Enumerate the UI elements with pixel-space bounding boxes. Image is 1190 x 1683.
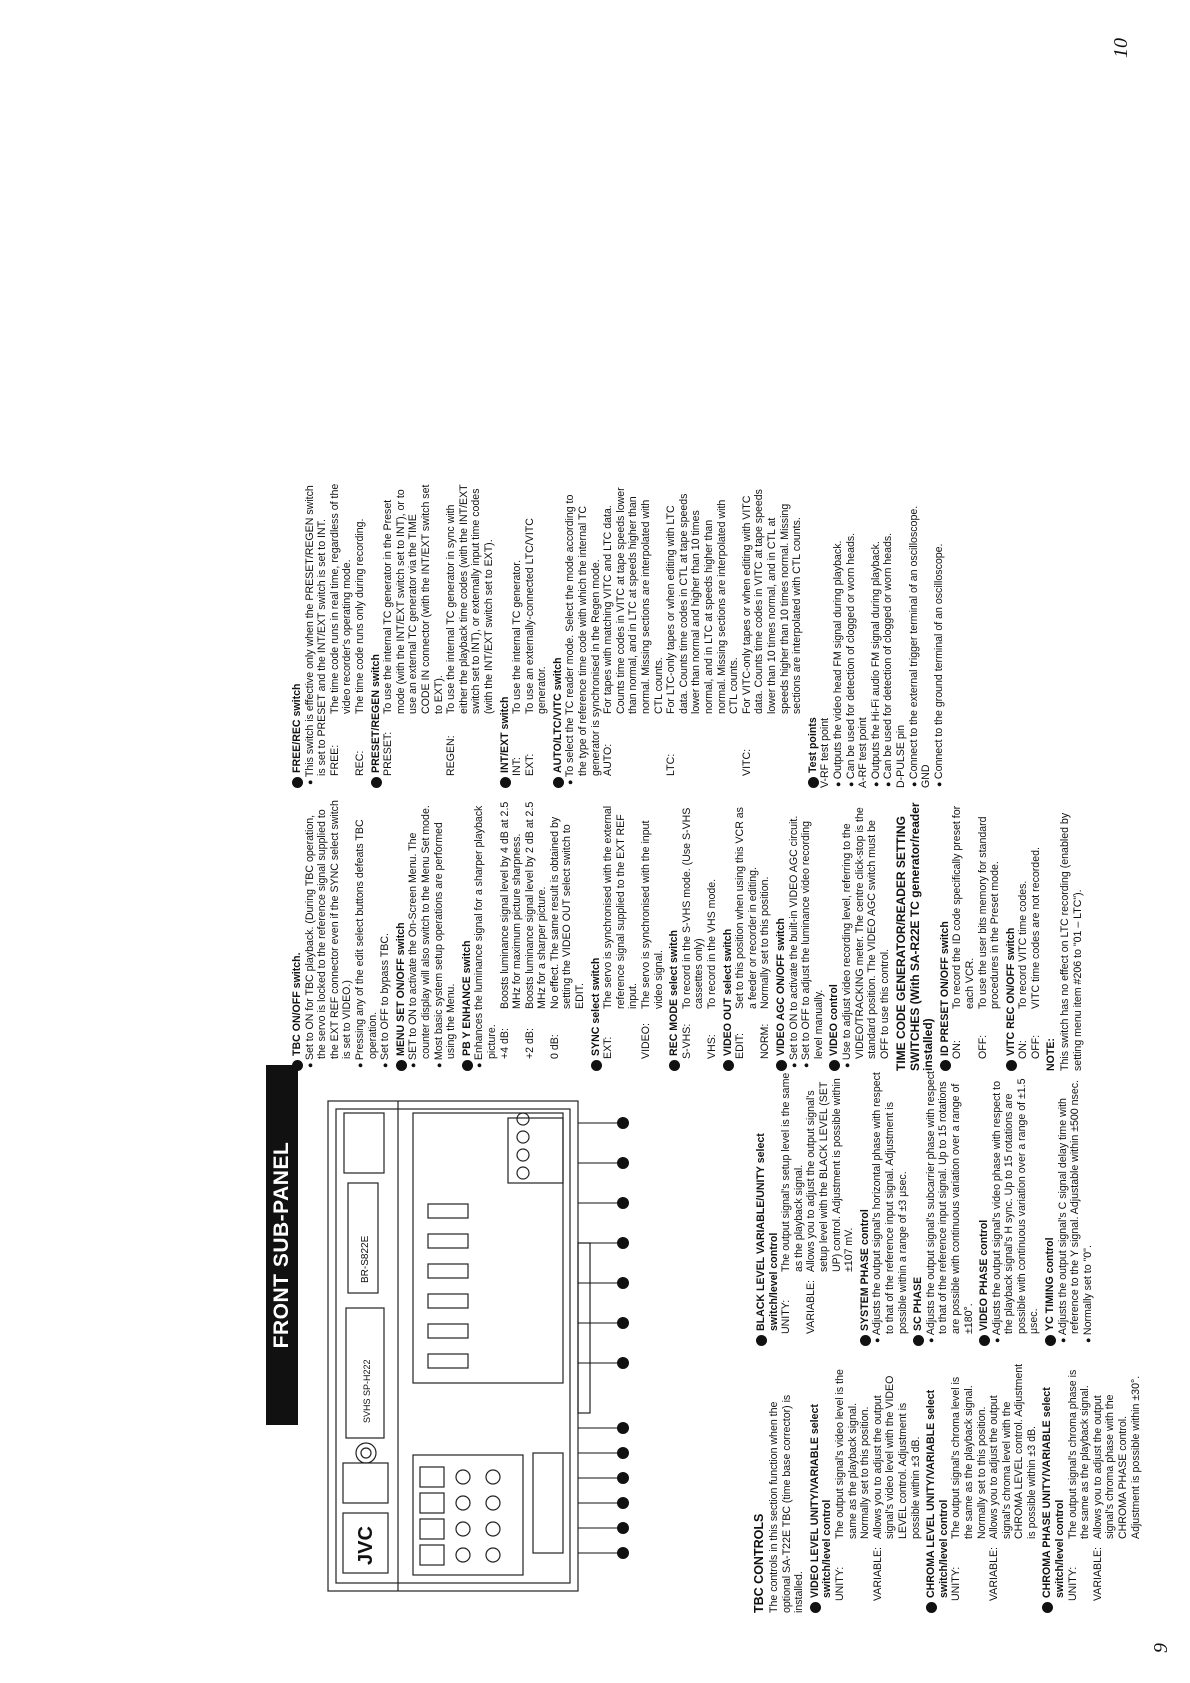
bullet-text: ● This switch is effective only when the PRESET/REGEN switch is set to PRESET and the INT/EXT switch is set to INT. [304,483,329,788]
model-label: BR-S822E [360,1235,371,1283]
item-number-marker [829,1060,840,1071]
setting-key: AUTO: [602,743,615,776]
setting-key: INT: [511,757,524,776]
control-item-title: PB Y ENHANCE switch [460,940,473,1056]
setting-key: VARIABLE: [871,1547,884,1601]
bullet-text: ● Outputs the Hi-Fi audio FM signal during playback. [870,483,883,788]
test-point-label: GND [920,764,933,788]
setting-key: EDIT: [734,1033,747,1059]
control-item-heading [291,799,304,1071]
setting-value: The output signal's chroma phase is the same as the playback signal. [1066,1369,1092,1539]
bullet-text: ● Set to OFF to adjust the luminance video recording level manually. [800,799,825,1071]
item-number-marker [810,1602,821,1613]
time-code-column [288,483,945,788]
setting-row [988,1363,1038,1613]
bullet-text: ● Adjusts the output signal's C signal delay time with reference to the Y signal. Adjustable within ±500 nsec. [1057,1071,1082,1346]
item-number-marker [591,1060,602,1071]
col3-items [291,799,891,1071]
tbc-items [809,1363,1142,1613]
setting-value: The output signal's video level is the same as the playback signal. Normally set to this position. [833,1369,872,1539]
setting-row [706,799,719,1071]
bullet-text: ● Set to ON to activate the built-in VIDEO AGC circuit. [788,799,801,1071]
setting-value: For tapes with matching VITC and LTC data. Counts time codes in VITC at tape speeds lower than normal, and in LTC at speeds higher than normal. Missing sections are interpolated with CTL counts. [602,487,665,714]
control-item-title: CHROMA LEVEL UNITY/VARIABLE select switch/level control [925,1389,950,1598]
setting-row [834,1363,872,1613]
control-item-heading [1005,799,1018,1071]
test-points-list [819,483,945,788]
setting-key: VARIABLE: [805,1280,818,1334]
setting-value: To record in the S-VHS mode. (Use S-VHS cassettes only) [680,807,706,1009]
setting-row [1030,799,1043,1071]
note-text: This switch has no effect on LTC recording (enabled by setting menu item #206 to "01 – LTC"). [1059,812,1084,1071]
setting-row [445,483,495,788]
item-number-marker [462,1060,473,1071]
deck-label: SVHS SP-H222 [362,1359,372,1423]
control-item-heading [978,1071,991,1346]
setting-value: Set to this position when using this VCR as a feeder or recorder in editing. [734,807,759,1009]
control-item-heading [499,483,512,788]
setting-value: The servo is synchronised with the external reference signal supplied to the EXT REF input. [602,805,640,1009]
setting-value: Normally set to this position. [759,876,772,1009]
setting-row [665,483,741,788]
setting-row [382,483,445,788]
setting-row [1067,1363,1092,1613]
setting-row [951,799,976,1071]
tc-heading: TIME CODE GENERATOR/READER SETTING SWITCHES (With SA-R22E TC generator/reader installed) [894,802,936,1071]
switch-descriptions-column [288,799,1086,1071]
control-item-title: VIDEO LEVEL UNITY/VARIABLE select switch/level control [808,1404,834,1598]
brand-logo: JVC [355,1526,377,1565]
setting-row [602,799,640,1071]
page-number-left: 9 [1150,1643,1172,1653]
setting-value: To use an externally-connected LTC/VITC generator. [523,518,549,714]
setting-key: VHS: [706,1034,718,1059]
test-point-label: D-PULSE pin [894,725,907,788]
test-point-label: V-RF test point [819,717,832,788]
test-point-label: A-RF test point [857,717,870,788]
control-item-heading [1041,1363,1066,1613]
bullet-text: ● Use to adjust video recording level, referring to the VIDEO/TRACKING meter. The centre click-stop is the standard position. The VIDEO AGC switch must be OFF to use this control. [841,799,891,1071]
control-item-heading [775,799,788,1071]
tbc-controls-column [752,1363,1142,1613]
item-number-marker [553,777,564,788]
col4-items [291,483,804,788]
setting-row [734,799,759,1071]
setting-value: Allows you to adjust the output signal's video level with the VIDEO LEVEL control. Adjustment is possible within ±3 dB. [871,1375,922,1539]
bullet-text: ● Pressing any of the edit select buttons defeats TBC operation. [354,799,379,1071]
bullet-text: ● To select the TC reader mode. Select the mode according to the type of reference time code with which the internal TC generator is synchronised in the Regen mode. [564,483,602,788]
item-number-marker [940,1060,951,1071]
tc-items [939,799,1043,1071]
control-item-heading [809,1363,834,1613]
control-item-heading [552,483,565,788]
setting-value: For LTC-only tapes or when editing with LTC data. Counts time codes in CTL at tape speeds lower than normal and higher than 10 times normal, and in LTC at speeds higher than normal. Missing sections are interpolated with CTL counts. [665,493,741,714]
item-number-marker [1042,1602,1053,1613]
setting-row [499,799,524,1071]
control-item-heading [590,799,603,1071]
bullet-text: ● Enhances the luminance signal for a sharper playback picture. [473,799,498,1071]
setting-key: UNITY: [833,1566,846,1601]
note-label: NOTE: [1044,1038,1057,1071]
control-item-title: VIDEO control [828,984,841,1056]
control-item-heading [370,483,383,788]
control-item-title: YC TIMING control [1044,1237,1057,1331]
item-number-marker [756,1335,767,1346]
setting-key: LTC: [665,753,678,776]
item-number-marker [860,1335,871,1346]
setting-row [1017,799,1030,1071]
setting-row [681,799,706,1071]
setting-key: PRESET: [382,731,395,776]
setting-row [950,1363,988,1613]
callout-lines [578,1123,618,1553]
setting-row [354,483,367,788]
bullet-text: ● Connect to the ground terminal of an oscilloscope. [933,483,946,788]
setting-value: Allows you to adjust the output signal's setup level with the BLACK LEVEL (SET UP) control. Adjustment is possible within ±107 mV. [805,1078,856,1272]
control-item-title: TBC ON/OFF switch. [291,952,303,1056]
setting-value: No effect. The same result is obtained by setting the VIDEO OUT select switch to EDIT. [548,816,587,1009]
setting-value: The output signal's setup level is the same as the playback signal. [780,1072,805,1272]
setting-key: REGEN: [445,735,458,776]
control-item-title: SYNC select switch [589,957,602,1056]
col2-items [755,1071,1094,1346]
control-item-heading [828,799,841,1071]
item-number-marker [371,777,382,788]
setting-row [602,483,665,788]
setting-value: To record in the VHS mode. [706,878,718,1009]
control-item-title: MENU SET ON/OFF switch [394,922,407,1056]
bullet-text: ● Outputs the video head FM signal during playback. [832,483,845,788]
panel-switches [420,1113,529,1565]
setting-row [977,799,1002,1071]
control-item-title: FREE/REC switch [291,683,303,773]
item-number-marker [1006,1060,1017,1071]
front-sub-panel-diagram [288,1073,698,1613]
bullet-text: ● Normally set to "0". [1082,1071,1095,1346]
bullet-text: ● Set to OFF to bypass TBC. [379,799,392,1071]
item-number-marker [723,1060,734,1071]
setting-key: REC: [353,750,366,776]
setting-key: +4 dB: [498,1028,511,1059]
tbc-controls-column-2 [752,1071,1094,1346]
setting-value: To use the internal TC generator in the Preset mode (with the INT/EXT switch set to INT), or to use an external TC generator via the TIME CODE IN connector (with the INT/EXT switch set to EXT). [382,484,445,714]
bullet-text: ● Can be used for detection of clogged or worn heads. [845,483,858,788]
test-points-title: Test points [806,717,819,773]
setting-row [741,483,804,788]
item-number-marker [669,1060,680,1071]
control-item-heading [668,799,681,1071]
bullet-text: ● Adjusts the output signal's subcarrier phase with respect to that of the reference input signal. Up to 15 rotations are possible with continuous variation over a range of ±180°. [925,1071,975,1346]
setting-value: To record the ID code specifically preset for each VCR. [951,805,976,1009]
control-item-heading [912,1071,925,1346]
bullet-text: ● Adjusts the output signal's video phase with respect to the playback signal's H sync. Up to 15 rotations are possible with continuous variation over a range of ±1.5 μsec. [991,1071,1041,1346]
control-item-title: PRESET/REGEN switch [369,654,382,773]
control-item-title: VITC REC ON/OFF switch [1004,927,1017,1056]
control-item-title: BLACK LEVEL VARIABLE/UNITY select switch/level control [755,1133,780,1331]
setting-key: VARIABLE: [1091,1547,1104,1601]
setting-key: EXT: [602,1036,615,1059]
setting-value: Boosts luminance signal level by 4 dB at 2.5 MHz for maximum picture sharpness. [498,801,524,1009]
setting-value: The time code runs only during recording. [353,518,366,714]
tbc-heading: TBC CONTROLS [752,1513,766,1613]
item-number-marker [979,1335,990,1346]
control-item-title: REC MODE select switch [668,930,681,1056]
setting-key: VIDEO: [640,1023,653,1059]
bullet-text: ● Adjusts the output signal's horizontal phase with respect to that of the reference input signal. Adjustment is possible within a range of ±3 μsec. [871,1071,909,1346]
callout-markers [617,1117,629,1559]
setting-key: 0 dB: [548,1034,561,1059]
setting-row [805,1071,855,1346]
control-item-heading [859,1071,872,1346]
bullet-text: ● Connect to the external trigger terminal of an oscilloscope. [908,483,921,788]
control-item-title: VIDEO OUT select switch [721,928,734,1056]
setting-value: Boosts luminance signal level by 2 dB at 2.5 MHz for a sharper picture. [523,801,549,1009]
control-item-heading [939,799,952,1071]
bullet-text: ● SET to ON to activate the On-Screen Menu. The counter display will also switch to the Menu Set mode. [407,799,432,1071]
control-item-title: INT/EXT switch [498,696,511,773]
setting-value: Allows you to adjust the output signal's chroma level with the CHROMA LEVEL control. Adjustment is possible within ±3 dB. [988,1363,1038,1539]
setting-key: UNITY: [950,1566,963,1601]
setting-row [1092,1363,1142,1613]
control-item-heading [395,799,408,1071]
item-number-marker [926,1602,937,1613]
item-number-marker [1045,1335,1056,1346]
setting-value: Allows you to adjust the output signal's chroma phase with the CHROMA PHASE control. Adjustment is possible within ±30°. [1091,1375,1142,1539]
setting-value: The servo is synchronised with the input video signal. [640,820,665,1009]
item-number-marker [808,777,819,788]
test-points-section [807,483,820,788]
item-number-marker [776,1060,787,1071]
setting-value: To record VITC time codes. [1017,880,1030,1009]
control-item-heading [461,799,474,1071]
control-item-title: ID PRESET ON/OFF switch [938,921,951,1056]
page-number-right: 10 [1110,38,1132,58]
control-item-title: VIDEO AGC ON/OFF switch [774,918,787,1056]
setting-key: ON: [951,1040,964,1059]
setting-key: FREE: [328,744,341,776]
control-item-heading [755,1071,780,1346]
setting-key: NORM: [759,1023,772,1059]
control-item-heading [925,1363,950,1613]
setting-key: ON: [1017,1040,1030,1059]
setting-row [872,1363,922,1613]
control-item-heading [722,799,735,1071]
setting-row [329,483,354,788]
setting-key: VARIABLE: [988,1547,1001,1601]
setting-value: For VITC-only tapes or when editing with VITC data. Counts time codes in VITC at tape speeds lower than 10 times normal, and in CTL at speeds higher than 10 times normal. Missing sections are interpolated with CTL counts. [740,489,804,714]
control-item-heading [1044,1071,1057,1346]
item-number-marker [396,1060,407,1071]
setting-row [780,1071,805,1346]
setting-value: To use the internal TC generator. [511,559,524,714]
setting-value: To use the internal TC generator in sync with either the playback time codes (with the INT/EXT switch set to INT), or externally input time codes (with the INT/EXT switch set to EXT). [445,484,495,714]
control-item-title: AUTO/LTC/VITC switch [551,657,564,773]
control-item-title: VIDEO PHASE control [978,1219,991,1331]
setting-key: +2 dB: [523,1028,536,1059]
setting-row [524,483,549,788]
setting-row [759,799,772,1071]
item-number-marker [913,1335,924,1346]
setting-row [524,799,549,1071]
setting-value: To use the user bits memory for standard procedures in the Preset mode. [976,816,1002,1009]
setting-key: EXT: [523,753,536,776]
setting-row [511,483,524,788]
control-item-title: CHROMA PHASE UNITY/VARIABLE select switch/level control [1041,1387,1067,1598]
bullet-text: ● Set to ON for TBC playback. (During TBC operation, the servo is locked to the reference signal supplied to the EXT REF connector even if the SYNC select switch is set to VIDEO.) [304,799,354,1071]
setting-value: The time code runs in real time, regardless of the video recorder's operating mode. [328,483,354,714]
item-number-marker [292,1060,303,1071]
setting-key: S-VHS: [680,1023,693,1059]
setting-key: UNITY: [1066,1566,1079,1601]
control-item-title: SC PHASE [912,1276,925,1331]
section-banner: FRONT SUB-PANEL [266,1065,298,1425]
tbc-intro: The controls in this section function when the optional SA-T22E TBC (time base corrector) is installed. [768,1394,806,1613]
control-item-title: SYSTEM PHASE control [858,1209,871,1331]
setting-row [640,799,665,1071]
setting-key: OFF: [976,1034,989,1059]
setting-key: OFF: [1029,1034,1042,1059]
setting-row [549,799,587,1071]
control-item-heading [291,483,304,788]
setting-key: UNITY: [780,1299,793,1334]
bullet-text: ● Most basic system setup operations are performed using the Menu. [433,799,458,1071]
setting-value: VITC time codes are not recorded. [1029,847,1042,1009]
setting-value: The output signal's chroma level is the same as the playback signal. Normally set to this position. [950,1376,988,1539]
bullet-text: ● Can be used for detection of clogged or worn heads. [882,483,895,788]
item-number-marker [500,777,511,788]
item-number-marker [292,777,303,788]
setting-key: VITC: [740,748,753,776]
